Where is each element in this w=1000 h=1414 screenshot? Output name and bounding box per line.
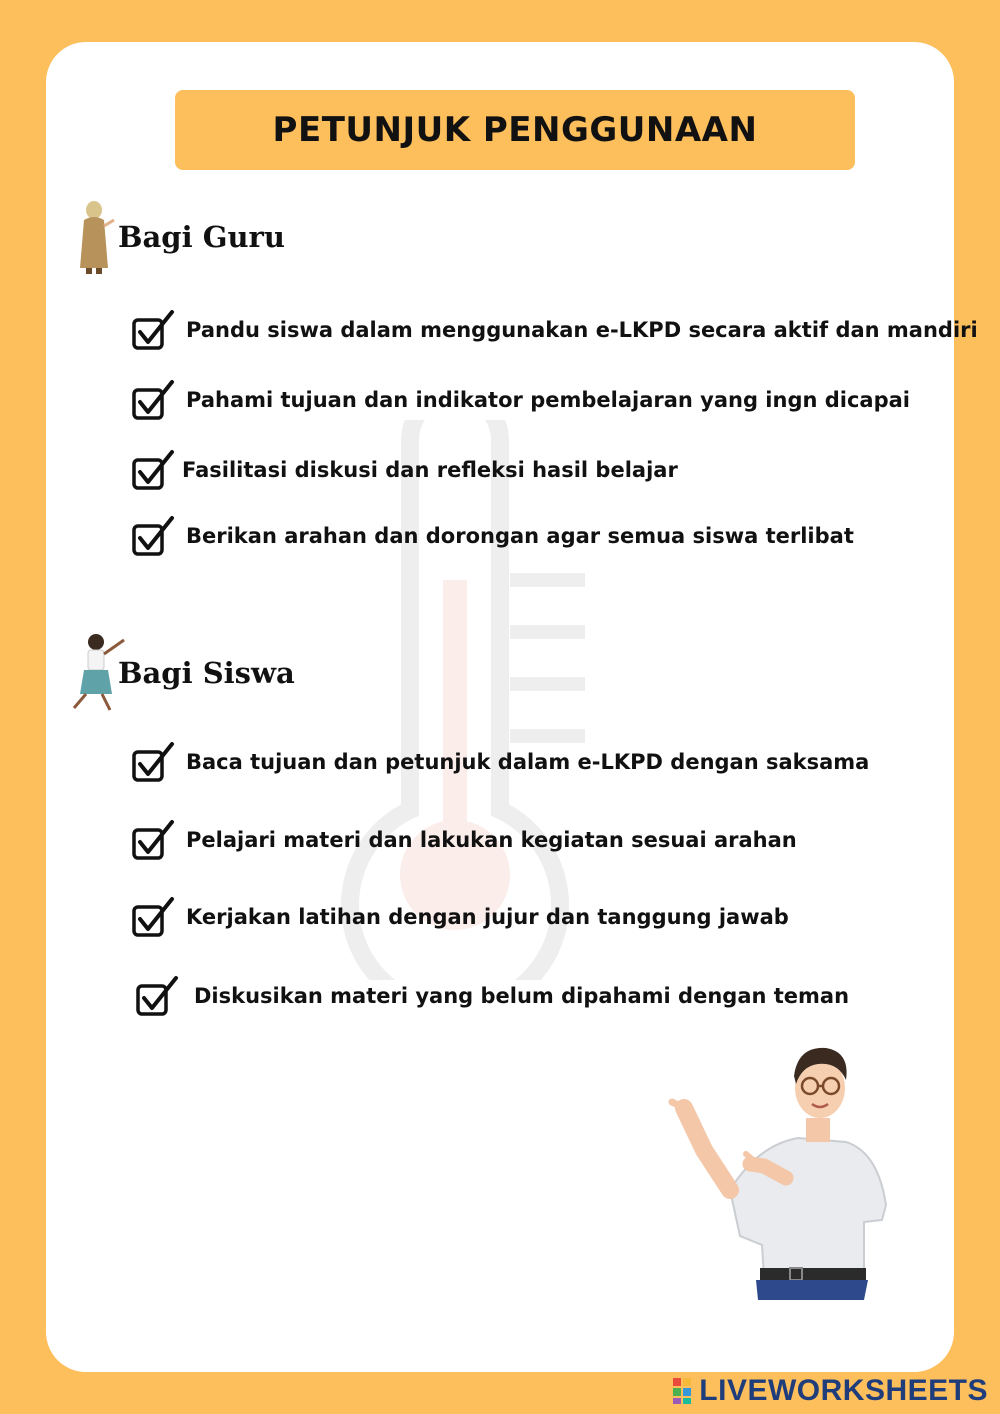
list-item-text: Diskusikan materi yang belum dipahami dengan teman (194, 984, 850, 1008)
list-item-text: Pahami tujuan dan indikator pembelajaran yang ingn dicapai (186, 388, 910, 412)
section-title-siswa: Bagi Siswa (118, 656, 295, 690)
list-item (130, 895, 789, 939)
checkbox-checked-icon (130, 308, 176, 352)
checkbox-checked-icon (130, 818, 176, 862)
teacher-pointing-illustration (668, 1040, 898, 1300)
list-item (130, 308, 978, 352)
list-item (130, 818, 797, 862)
list-item-text: Pelajari materi dan lakukan kegiatan sesuai arahan (186, 828, 797, 852)
footer-brand (671, 1374, 988, 1408)
checkbox-checked-icon (134, 974, 180, 1018)
checkbox-checked-icon (130, 378, 176, 422)
checkbox-checked-icon (130, 740, 176, 784)
checkbox-checked-icon (130, 895, 176, 939)
brand-name[interactable]: LIVEWORKSHEETS (699, 1374, 988, 1407)
list-item (134, 974, 849, 1018)
teacher-illustration (74, 198, 116, 276)
list-item-text: Berikan arahan dan dorongan agar semua siswa terlibat (186, 524, 854, 548)
list-item (130, 514, 854, 558)
list-item-text: Kerjakan latihan dengan jujur dan tanggung jawab (186, 905, 789, 929)
list-item-text: Pandu siswa dalam menggunakan e-LKPD secara aktif dan mandiri (186, 318, 978, 342)
checkbox-checked-icon (130, 448, 176, 492)
list-item-text: Fasilitasi diskusi dan refleksi hasil belajar (182, 458, 678, 482)
liveworksheets-logo-icon (671, 1376, 695, 1406)
list-item (130, 378, 910, 422)
list-item (130, 448, 678, 492)
list-item-text: Baca tujuan dan petunjuk dalam e-LKPD dengan saksama (186, 750, 870, 774)
section-title-guru: Bagi Guru (118, 220, 285, 254)
checkbox-checked-icon (130, 514, 176, 558)
title-banner (175, 90, 855, 170)
page-title: PETUNJUK PENGGUNAAN (272, 110, 758, 150)
list-item (130, 740, 869, 784)
